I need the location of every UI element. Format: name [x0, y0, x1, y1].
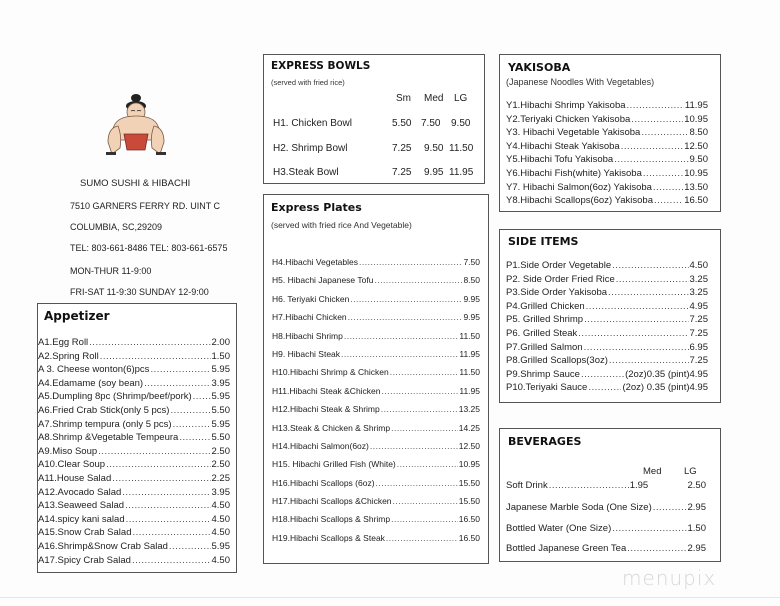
- menu-item: P1.Side Order Vegetable ..... 4.50: [506, 260, 708, 274]
- menu-item: Y6.Hibachi Fish(white) Yakisoba ..... 10.95: [506, 168, 708, 182]
- menu-item: A7.Shrimp tempura (only 5 pcs) ..... 5.95: [38, 419, 230, 433]
- menu-item: H11.Hibachi Steak &Chicken ..... 11.95: [272, 386, 480, 404]
- menu-item: H17.Hibachi Scallops &Chicken ..... 15.50: [272, 496, 480, 514]
- menu-item: H5. Hibachi Japanese Tofu ..... 8.50: [272, 275, 480, 293]
- menu-item: A2.Spring Roll ..... 1.50: [38, 351, 230, 365]
- restaurant-phone: TEL: 803-661-8486 TEL: 803-661-6575: [70, 243, 228, 253]
- restaurant-city: COLUMBIA, SC,29209: [70, 222, 163, 232]
- express-bowls-section: EXPRESS BOWLS (served with fried rice) Sm Med LG H1. Chicken Bowl 5.50 7.50 9.50 H2. Shrimp Bowl 7.25 9.50 11.50 H3.Steak Bowl 7.25 9.95 11.95: [263, 54, 485, 184]
- menu-item: Bottled Water (One Size) ..... 1.50: [506, 523, 706, 534]
- appetizer-title: Appetizer: [44, 309, 110, 323]
- menu-item: A17.Spicy Crab Salad ..... 4.50: [38, 555, 230, 569]
- menu-item: A8.Shrimp &Vegetable Tempeura ..... 5.50: [38, 432, 230, 446]
- menu-item: P5. Grilled Shrimp ..... 7.25: [506, 314, 708, 328]
- menu-item: A14.spicy kani salad ..... 4.50: [38, 514, 230, 528]
- menu-item: P8.Grilled Scallops(3oz) ..... 7.25: [506, 355, 708, 369]
- hours-weekend: FRI-SAT 11-9:30 SUNDAY 12-9:00: [70, 287, 209, 297]
- menu-item: A11.House Salad ..... 2.25: [38, 473, 230, 487]
- menu-item: A6.Fried Crab Stick(only 5 pcs) ..... 5.50: [38, 405, 230, 419]
- yakisoba-list: [506, 100, 708, 209]
- menu-item: P7.Grilled Salmon ..... 6.95: [506, 342, 708, 356]
- express-bowls-title: EXPRESS BOWLS: [271, 60, 371, 72]
- appetizer-section: [37, 303, 237, 573]
- express-plates-title: Express Plates: [271, 201, 362, 214]
- menu-item: H7.Hibachi Chicken ..... 9.95: [272, 312, 480, 330]
- menu-item: Soft Drink ..... 1.95 2.50: [506, 480, 706, 491]
- menu-item: A10.Clear Soup ..... 2.50: [38, 459, 230, 473]
- menu-item: A5.Dumpling 8pc (Shrimp/beef/pork) ..... 5.95: [38, 391, 230, 405]
- sumo-wrestler-icon: [100, 92, 172, 160]
- menu-item: Y7. Hibachi Salmon(6oz) Yakisoba ..... 13.50: [506, 182, 708, 196]
- menu-item: A9.Miso Soup ..... 2.50: [38, 446, 230, 460]
- menu-item: Bottled Japanese Green Tea ..... 2.95: [506, 543, 706, 554]
- side-items-title: SIDE ITEMS: [508, 235, 579, 248]
- menu-item: H10.Hibachi Shrimp & Chicken ..... 11.50: [272, 367, 480, 385]
- menu-item: Y8.Hibachi Scallops(6oz) Yakisoba ..... 16.50: [506, 195, 708, 209]
- yakisoba-title: YAKISOBA: [508, 61, 571, 74]
- menu-item: P6. Grilled Steak ..... 7.25: [506, 328, 708, 342]
- menu-item: H14.Hibachi Salmon(6oz) ..... 12.50: [272, 441, 480, 459]
- menu-item: H19.Hibachi Scallops & Steak ..... 16.50: [272, 533, 480, 551]
- menu-item: H12.Hibachi Steak & Shrimp ..... 13.25: [272, 404, 480, 422]
- menu-item: H18.Hibachi Scallops & Shrimp ..... 16.50: [272, 514, 480, 532]
- menu-item: A12.Avocado Salad ..... 3.95: [38, 487, 230, 501]
- menu-item: H9. Hibachi Steak ..... 11.95: [272, 349, 480, 367]
- beverages-title: BEVERAGES: [508, 435, 582, 448]
- yakisoba-subtitle: (Japanese Noodles With Vegetables): [506, 77, 655, 87]
- hours-weekday: MON-THUR 11-9:00: [70, 266, 152, 276]
- menu-item: Y4.Hibachi Steak Yakisoba ..... 12.50: [506, 141, 708, 155]
- yakisoba-section: [499, 54, 721, 212]
- express-plates-section: [263, 194, 489, 564]
- menu-item: H15. Hibachi Grilled Fish (White) ..... 10.95: [272, 459, 480, 477]
- menu-item: P10.Teriyaki Sauce ..... (2oz) 0.35 (pint)4.95: [506, 382, 708, 396]
- menu-item: P3.Side Order Yakisoba ..... 3.25: [506, 287, 708, 301]
- sumo-logo: [100, 92, 172, 160]
- menu-item: A4.Edamame (soy bean) ..... 3.95: [38, 378, 230, 392]
- menu-item: P2. Side Order Fried Rice ..... 3.25: [506, 274, 708, 288]
- menu-item: Y5.Hibachi Tofu Yakisoba ..... 9.50: [506, 154, 708, 168]
- menu-item: Japanese Marble Soda (One Size) ..... 2.95: [506, 502, 706, 513]
- menu-item: P4.Grilled Chicken ..... 4.95: [506, 301, 708, 315]
- side-items-section: [499, 229, 721, 403]
- menu-item: H6. Teriyaki Chicken ..... 9.95: [272, 294, 480, 312]
- appetizer-list: [38, 337, 230, 568]
- side-items-list: [506, 260, 708, 396]
- express-plates-subtitle: (served with fried rice And Vegetable): [271, 220, 412, 230]
- menu-item: H4.Hibachi Vegetables ..... 7.50: [272, 257, 480, 275]
- restaurant-address: 7510 GARNERS FERRY RD. UINT C: [70, 201, 221, 211]
- menu-item: A15.Snow Crab Salad ..... 4.50: [38, 527, 230, 541]
- menu-item: H16.Hibachi Scallops (6oz) ..... 15.50: [272, 478, 480, 496]
- express-bowls-subtitle: (served with fried rice): [271, 78, 345, 87]
- menu-item: H13.Steak & Chicken & Shrimp ..... 14.25: [272, 423, 480, 441]
- menu-item: Y2.Teriyaki Chicken Yakisoba ..... 10.95: [506, 114, 708, 128]
- restaurant-name: SUMO SUSHI & HIBACHI: [80, 178, 191, 189]
- menu-item: A13.Seaweed Salad ..... 4.50: [38, 500, 230, 514]
- menu-item: H8.Hibachi Shrimp ..... 11.50: [272, 331, 480, 349]
- menu-item: A16.Shrimp&Snow Crab Salad ..... 5.95: [38, 541, 230, 555]
- menu-item: Y3. Hibachi Vegetable Yakisoba ..... 8.50: [506, 127, 708, 141]
- menu-item: A1.Egg Roll ..... 2.00: [38, 337, 230, 351]
- menu-item: Y1.Hibachi Shrimp Yakisoba ..... 11.95: [506, 100, 708, 114]
- menupix-watermark: menupix: [622, 566, 717, 590]
- page-edge: [0, 597, 780, 598]
- menu-item: P9.Shrimp Sauce ..... (2oz)0.35 (pint)4.95: [506, 369, 708, 383]
- express-plates-list: [272, 257, 480, 551]
- beverages-section: BEVERAGES Med LG Soft Drink ..... 1.95 2.50 Japanese Marble Soda (One Size) ..... 2.95 Bottled Water (One Size) ..... 1.50 Bottled Japanese Green Tea ..... 2.95: [499, 428, 721, 562]
- menu-item: A 3. Cheese wonton(6)pcs ..... 5.95: [38, 364, 230, 378]
